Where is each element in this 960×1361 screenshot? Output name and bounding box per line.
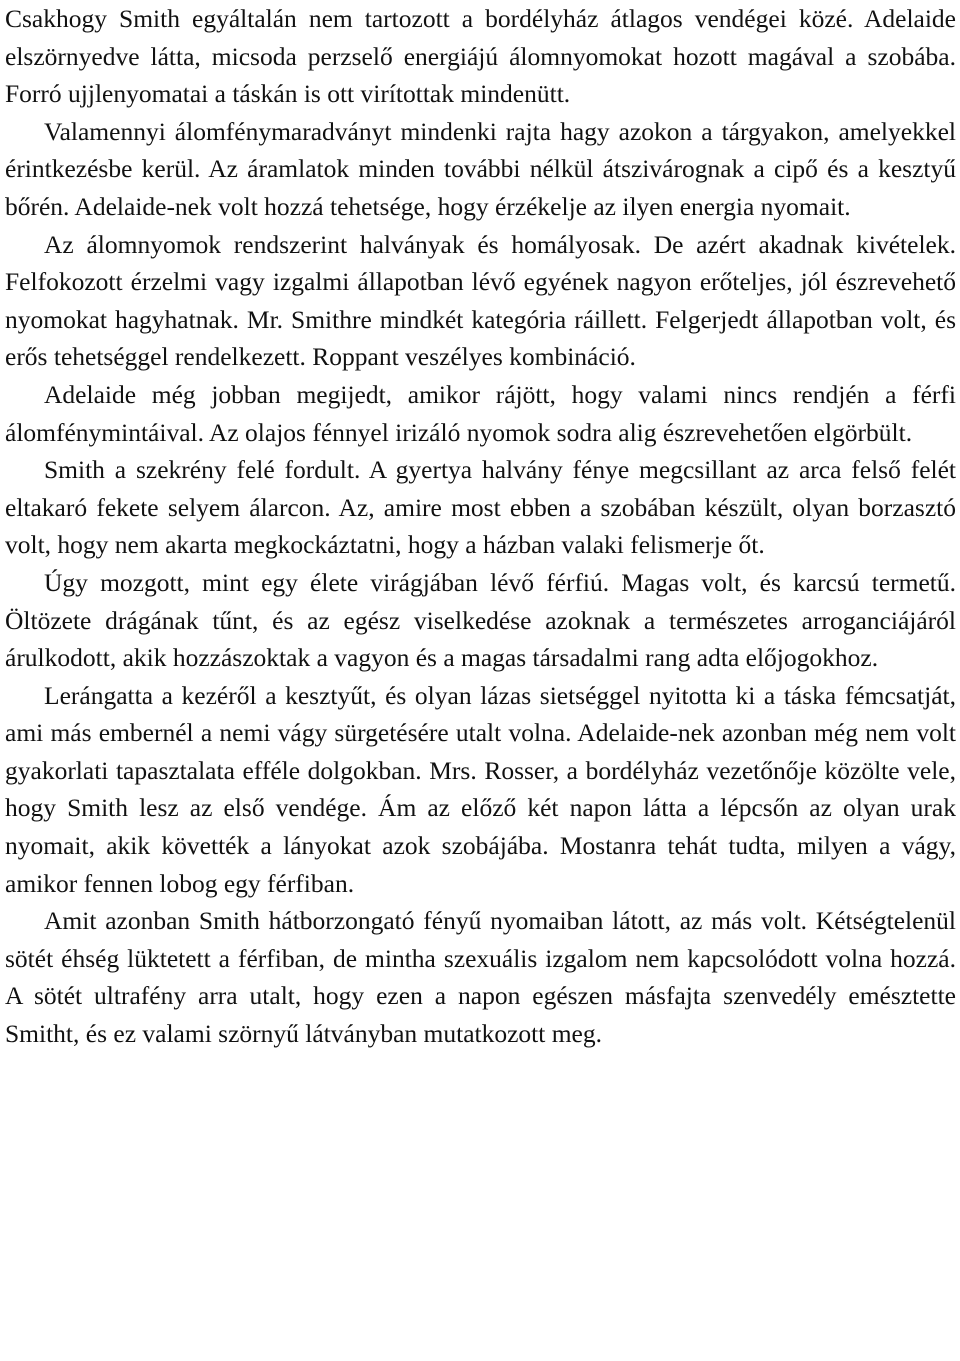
paragraph-1: Csakhogy Smith egyáltalán nem tartozott a bordélyház átlagos vendégei közé. Adelaide elszörnyedve látta, micsoda perzselő energiájú álomnyomokat hozott magával a szobába. Forró ujjlenyomatai a táskán is ott virítottak mindenütt. bbox=[5, 4, 956, 109]
paragraph-6: Úgy mozgott, mint egy élete virágjában lévő férfiú. Magas volt, és karcsú termetű. Öltözete drágának tűnt, és az egész viselkedése azoknak a természetes arroganciájáról árulkodott, akik hozzászoktak a vagyon és a magas társadalmi rang adta előjogokhoz. bbox=[5, 567, 956, 673]
paragraph-7: Lerángatta a kezéről a kesztyűt, és olyan lázas sietséggel nyitotta ki a táska fémcsatját, ami más embernél a nemi vágy sürgetésére utalt volna. Adelaide-nek azonban még nem volt gyakorlati tapasztalata efféle dolgokban. Mrs. Rosser, a bordélyház vezetőnője közölte vele, hogy Smith lesz az első vendége. Ám az előző két napon látta a lépcsőn az olyan urak nyomait, akik követték a lányokat azok szobájába. Mostanra tehát tudta, milyen a vágy, amikor fennen lobog egy férfiban. bbox=[5, 680, 956, 898]
document-page bbox=[5, 0, 956, 1053]
paragraph-8: Amit azonban Smith hátborzongató fényű nyomaiban látott, az más volt. Kétségtelenül sötét éhség lüktetett a férfiban, de mintha szexuális izgalom nem kapcsolódott volna hozzá. A sötét ultrafény arra utalt, hogy ezen a napon egészen másfajta szenvedély emésztette Smitht, és ez valami szörnyű látványban mutatkozott meg. bbox=[5, 906, 956, 1049]
paragraph-4: Adelaide még jobban megijedt, amikor rájött, hogy valami nincs rendjén a férfi álomfénymintáival. Az olajos fénnyel irizáló nyomok sodra alig észrevehetően elgörbült. bbox=[5, 379, 956, 447]
paragraph-5: Smith a szekrény felé fordult. A gyertya halvány fénye megcsillant az arca felső felét eltakaró fekete selyem álarcon. Az, amire most ebben a szobában készült, olyan borzasztó volt, hogy nem akarta megkockáztatni, hogy a házban valaki felismerje őt. bbox=[5, 455, 956, 560]
paragraph-3: Az álomnyomok rendszerint halványak és homályosak. De azért akadnak kivételek. Felfokozott érzelmi vagy izgalmi állapotban lévő egyének nagyon erőteljes, jól észrevehető nyomokat hagyhatnak. Mr. Smithre mindkét kategória ráillett. Felgerjedt állapotban volt, és erős tehetséggel rendelkezett. Roppant veszélyes kombináció. bbox=[5, 229, 956, 372]
paragraph-2: Valamennyi álomfénymaradványt mindenki rajta hagy azokon a tárgyakon, amelyekkel érintkezésbe kerül. Az áramlatok minden további nélkül átszivárognak a cipő és a kesztyű bőrén. Adelaide-nek volt hozzá tehetsége, hogy érzékelje az ilyen energia nyomait. bbox=[5, 116, 956, 221]
